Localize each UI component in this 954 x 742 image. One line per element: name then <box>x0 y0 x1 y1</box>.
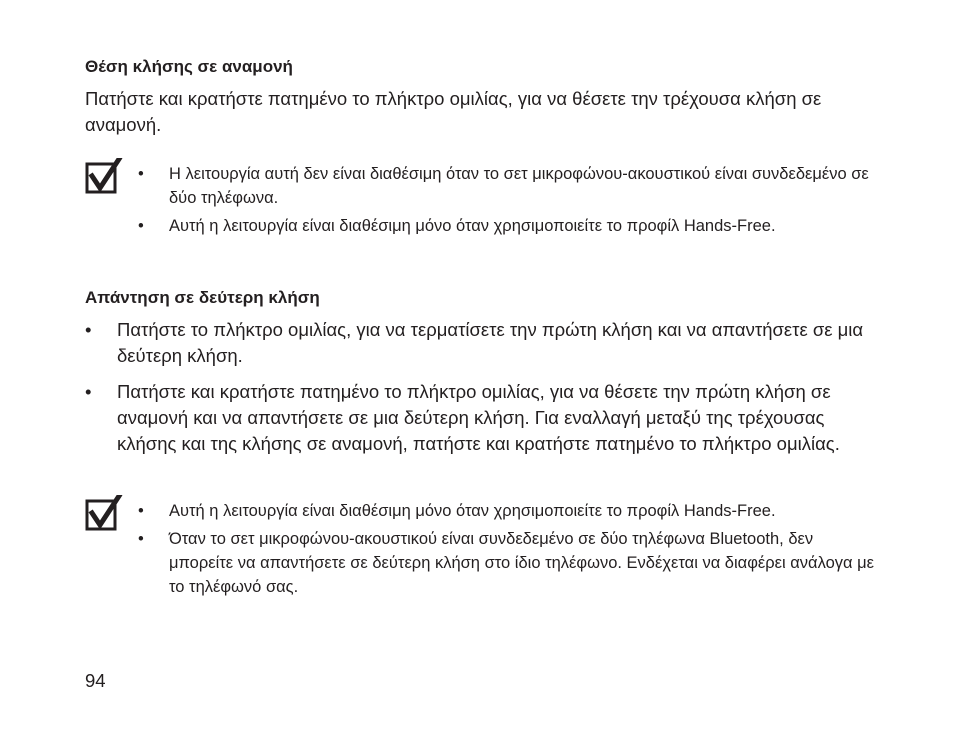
note-list <box>138 162 878 242</box>
note-item-text: Αυτή η λειτουργία είναι διαθέσιμη μόνο όταν χρησιμοποιείτε το προφίλ Hands-Free. <box>169 502 776 520</box>
bullet: • <box>138 530 144 548</box>
note-list <box>138 499 878 603</box>
bullet: • <box>85 381 92 402</box>
hold-call-paragraph: Πατήστε και κρατήστε πατημένο το πλήκτρο ομιλίας, για να θέσετε την τρέχουσα κλήση σε αναμονή. <box>85 88 822 135</box>
section-heading-hold-call: Θέση κλήσης σε αναμονή <box>85 57 293 76</box>
note-item <box>138 214 878 238</box>
bullet: • <box>138 217 144 235</box>
note-item-text: Αυτή η λειτουργία είναι διαθέσιμη μόνο όταν χρησιμοποιείτε το προφίλ Hands-Free. <box>169 217 776 235</box>
bullet: • <box>138 165 144 183</box>
page-number: 94 <box>85 670 106 691</box>
note-item <box>138 162 878 210</box>
list-item-text: Πατήστε και κρατήστε πατημένο το πλήκτρο ομιλίας, για να θέσετε την πρώτη κλήση σε αναμονή και να απαντήσετε σε μια δεύτερη κλήση. Για εναλλαγή μεταξύ της τρέχουσας κλήσης και της κλήσης σε αναμονή, πατήστε και κρατήστε πατημένο το πλήκτρο ομιλίας. <box>117 381 840 454</box>
note-item-text: Όταν το σετ μικροφώνου-ακουστικού είναι συνδεδεμένο σε δύο τηλέφωνα Bluetooth, δεν μπορείτε να απαντήσετε σε δεύτερη κλήση στο ίδιο τηλέφωνο. Ενδέχεται να διαφέρει ανάλογα με το τηλέφωνό σας. <box>169 530 874 596</box>
note-item <box>138 527 878 599</box>
checkbox-checked-icon <box>85 495 123 533</box>
checkbox-checked-icon <box>85 158 123 196</box>
second-call-instructions <box>85 317 885 467</box>
list-item-text: Πατήστε το πλήκτρο ομιλίας, για να τερματίσετε την πρώτη κλήση και να απαντήσετε σε μια δεύτερη κλήση. <box>117 319 864 366</box>
bullet: • <box>85 319 92 340</box>
note-item <box>138 499 878 523</box>
bullet: • <box>138 502 144 520</box>
note-item-text: Η λειτουργία αυτή δεν είναι διαθέσιμη όταν το σετ μικροφώνου-ακουστικού είναι συνδεδεμένο σε δύο τηλέφωνα. <box>169 165 869 207</box>
list-item <box>85 317 885 369</box>
section-heading-second-call: Απάντηση σε δεύτερη κλήση <box>85 288 320 307</box>
list-item <box>85 379 885 457</box>
